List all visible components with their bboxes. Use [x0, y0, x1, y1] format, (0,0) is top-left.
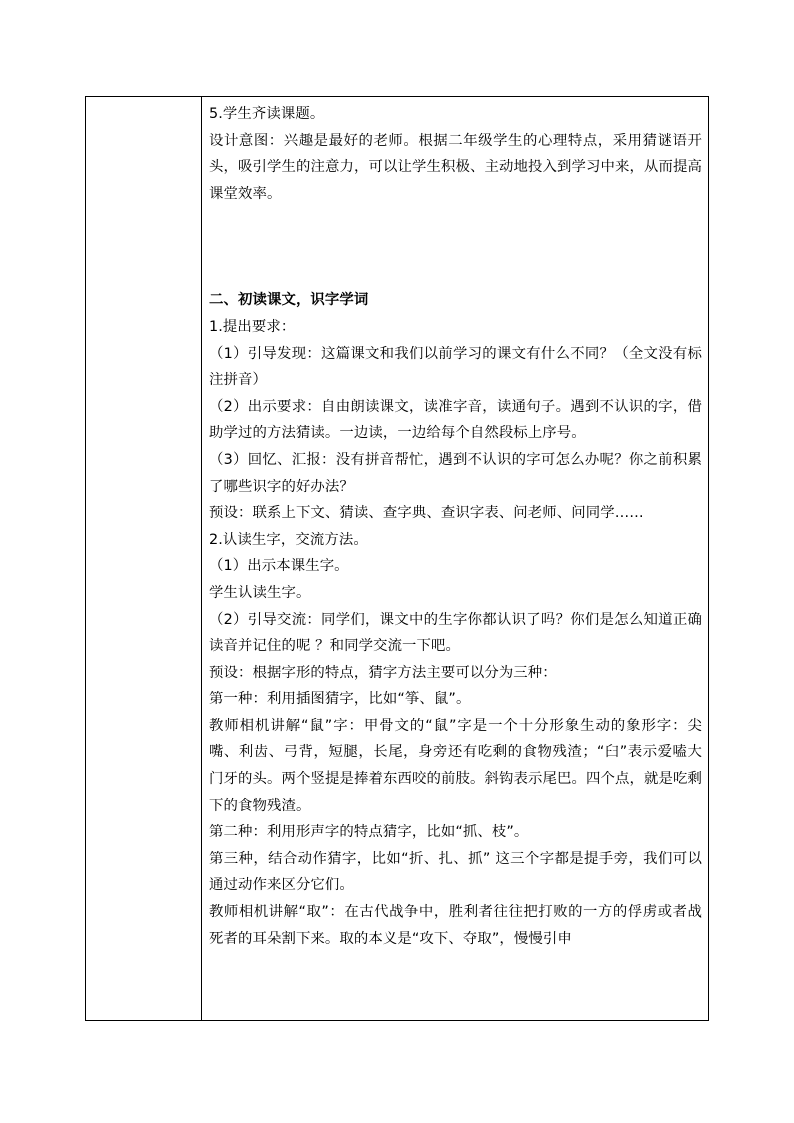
section-heading: 二、初读课文，识字学词: [209, 292, 369, 309]
paragraph-preset-three-ways: 预设：根据字形的特点，猜字方法主要可以分为三种：: [209, 664, 557, 681]
paragraph-show-requirements: （2）出示要求：自由朗读课文，读准字音，读通句子。遇到不认识的字，借助学过的方法猜读。一边读，一边给每个自然段标上序号。: [209, 398, 702, 442]
paragraph-guide-exchange: （2）引导交流：同学们，课文中的生字你都认识了吗？你们是怎么知道正确读音并记住的呢 ？和同学交流一下吧。: [209, 611, 702, 655]
table-left-column: [86, 97, 202, 1020]
paragraph-design-intent: 设计意图：兴趣是最好的老师。根据二年级学生的心理特点，采用猜谜语开头，吸引学生的注意力，可以让学生积极、主动地投入到学习中来，从而提高课堂效率。: [209, 132, 702, 202]
paragraph-preset-methods: 预设：联系上下文、猜读、查字典、查识字表、问老师、问同学……: [209, 505, 644, 522]
paragraph-recall-report: （3）回忆、汇报：没有拼音帮忙，遇到不认识的字可怎么办呢？你之前积累了哪些识字的好办法？: [209, 451, 702, 495]
lesson-plan-table: [85, 96, 709, 1021]
paragraph-explain-shu: 教师相机讲解“鼠”字：甲骨文的“鼠”字是一个十分形象生动的象形字：尖嘴、利齿、弓背，短腿，长尾，身旁还有吃剩的食物残渣；“臼”表示爱嗑大门牙的头。两个竖提是捧着东西咬的前肢。斜钩表示尾巴。四个点，就是吃剩下的食物残渣。: [209, 717, 702, 814]
paragraph-requirements: 1.提出要求：: [209, 318, 296, 335]
paragraph-guide-discover: （1）引导发现：这篇课文和我们以前学习的课文有什么不同？（全文没有标注拼音）: [209, 345, 702, 389]
paragraph-read-characters: 2.认读生字，交流方法。: [209, 531, 368, 548]
paragraph-show-characters: （1）出示本课生字。: [209, 558, 349, 575]
paragraph-explain-qu: 教师相机讲解“取”：在古代战争中，胜利者往往把打败的一方的俘虏或者战死者的耳朵割下来。取的本义是“攻下、夺取”，慢慢引申: [209, 904, 702, 947]
paragraph-method-two: 第二种：利用形声字的特点猜字，比如“抓、枝”。: [209, 824, 529, 841]
paragraph-method-one: 第一种：利用插图猜字，比如“筝、鼠”。: [209, 691, 471, 708]
paragraph-method-three: 第三种，结合动作猜字，比如“折、扎、抓” 这三个字都是提手旁，我们可以通过动作来区分它们。: [209, 850, 702, 894]
blank-space: [209, 207, 702, 287]
paragraph-step5: 5.学生齐读课题。: [209, 106, 325, 122]
paragraph-students-read: 学生认读生字。: [209, 584, 311, 601]
table-content-cell: [202, 97, 708, 1020]
